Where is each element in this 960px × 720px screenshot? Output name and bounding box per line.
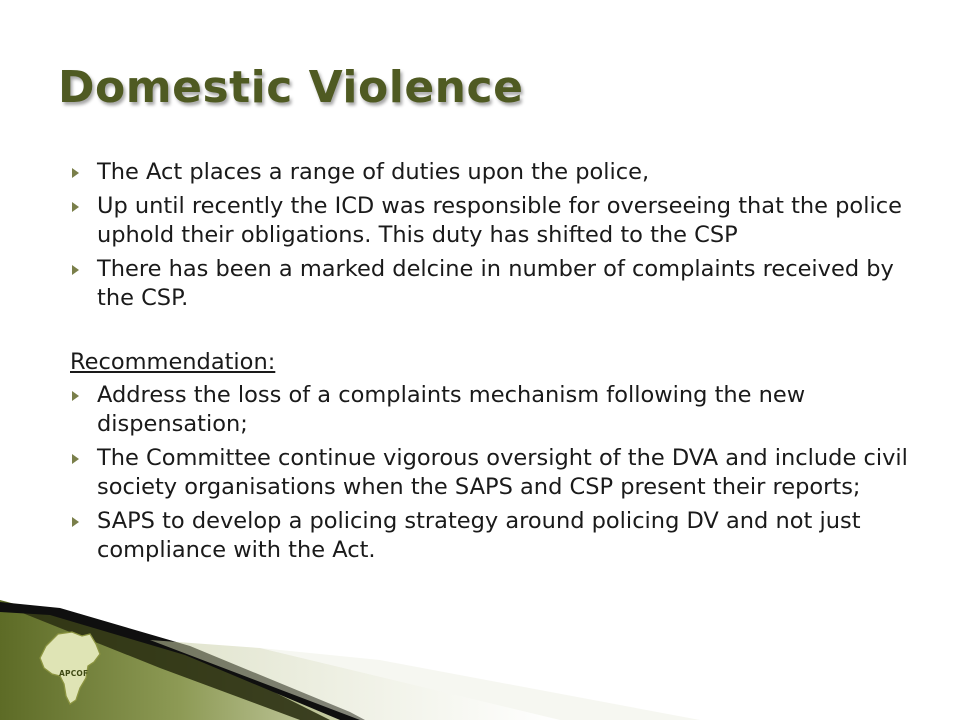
arrow-bullet-icon [72, 168, 79, 178]
list-item [70, 444, 910, 502]
arrow-bullet-icon [72, 202, 79, 212]
africa-map-icon [38, 630, 104, 706]
bullet-text: Address the loss of a complaints mechanism following the new dispensation; [97, 382, 806, 437]
slide-body [70, 158, 910, 570]
recommendation-heading: Recommendation: [70, 349, 276, 375]
arrow-bullet-icon [72, 454, 79, 464]
list-item [70, 255, 910, 313]
bullet-text: There has been a marked delcine in number of complaints received by the CSP. [97, 256, 894, 311]
bullet-text: Up until recently the ICD was responsible for overseeing that the police uphold their obligations. This duty has shifted to the CSP [97, 193, 902, 248]
bullet-text: The Committee continue vigorous oversight of the DVA and include civil society organisations when the SAPS and CSP present their reports; [97, 445, 908, 500]
list-item [70, 507, 910, 565]
list-item [70, 381, 910, 439]
arrow-bullet-icon [72, 517, 79, 527]
bullet-list-top [70, 158, 910, 313]
logo-text: APCOF [59, 669, 89, 678]
list-item [70, 192, 910, 250]
bullet-list-recommendation [70, 381, 910, 565]
bullet-text: The Act places a range of duties upon the police, [97, 159, 650, 185]
arrow-bullet-icon [72, 391, 79, 401]
bullet-text: SAPS to develop a policing strategy around policing DV and not just compliance with the Act. [97, 508, 861, 563]
slide-title: Domestic Violence [58, 62, 524, 113]
arrow-bullet-icon [72, 265, 79, 275]
list-item [70, 158, 910, 187]
